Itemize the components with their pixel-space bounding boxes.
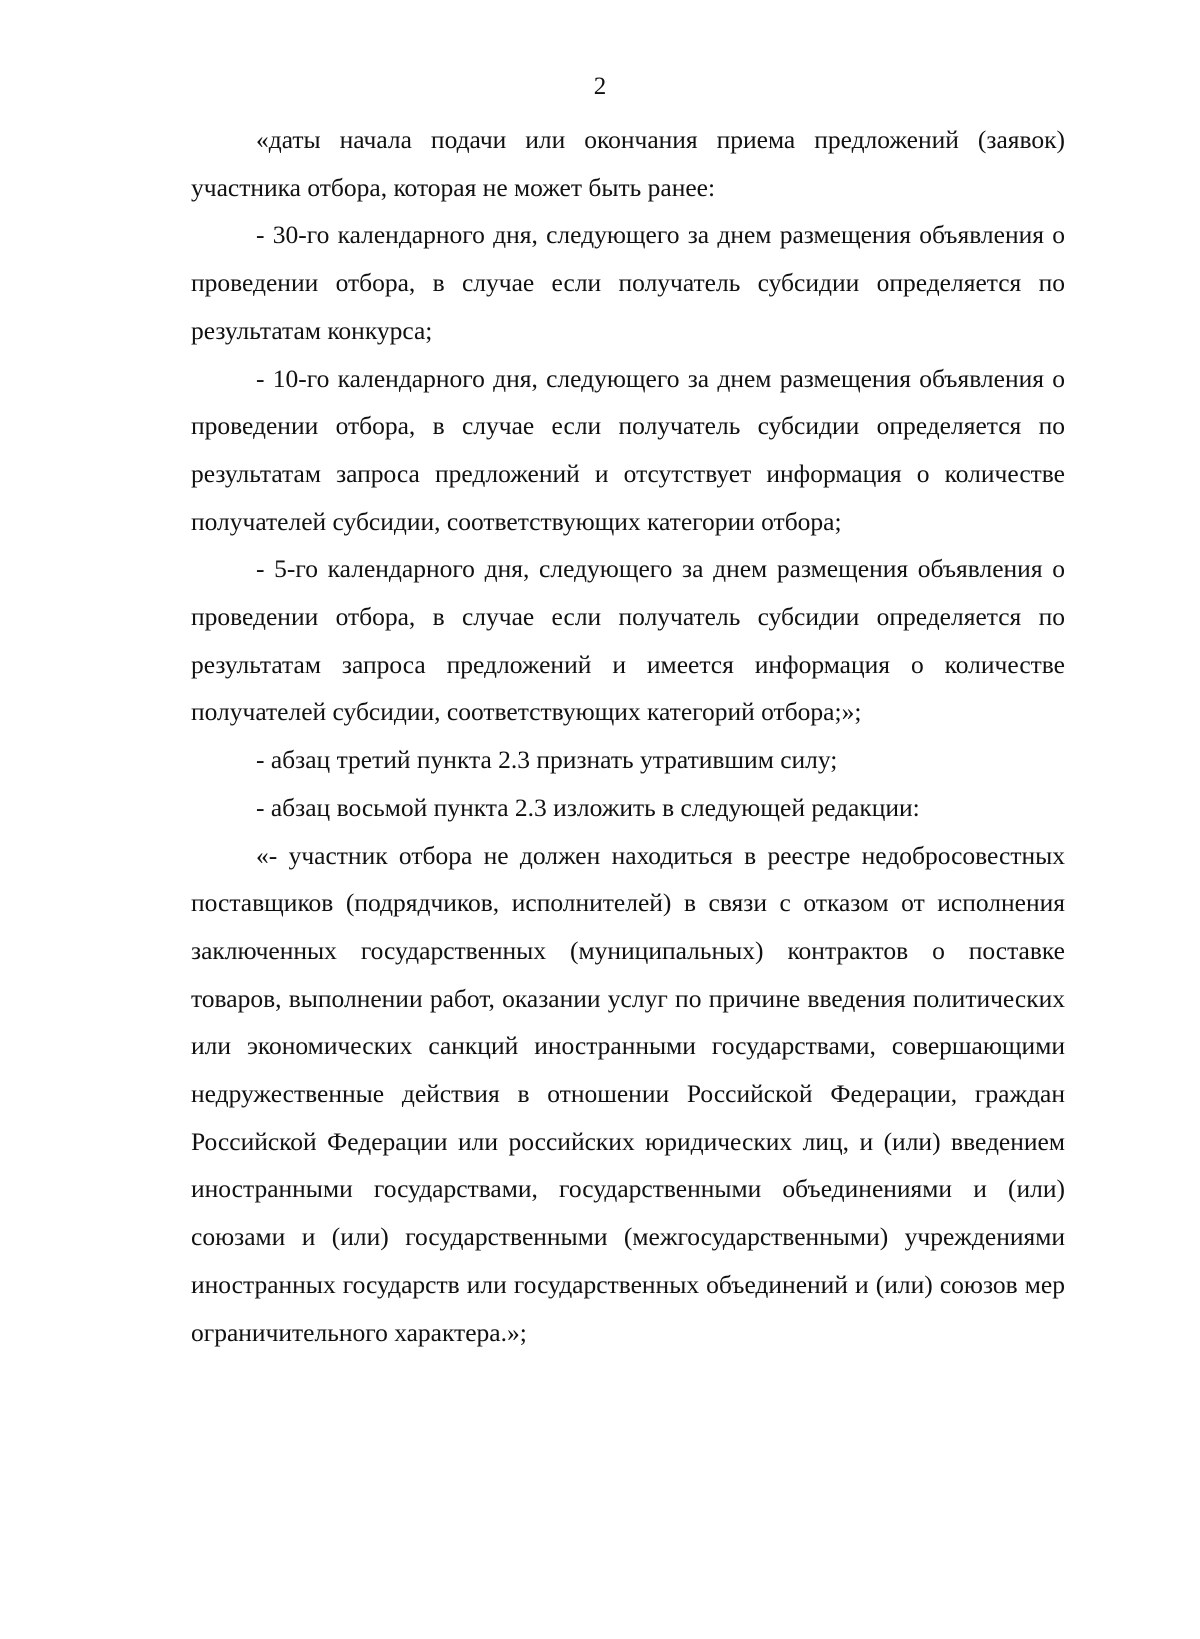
paragraph-sanctions-requirement: «- участник отбора не должен находиться в реестре недобросовестных поставщиков (подрядчиков, исполнителей) в связи с отказом от исполнения заключенных государственных (муниципальных) контрактов о поставке товаров, выполнении работ, оказании услуг по причине введения политических или экономических санкций иностранными государствами, совершающими недружественные действия в отношении Российской Федерации, граждан Российской Федерации или российских юридических лиц, и (или) введением иностранными государствами, государственными объединениями и (или) союзами и (или) государственными (межгосударственными) учреждениями иностранных государств или государственных объединений и (или) союзов мер ограничительного характера.»; [191, 840, 1065, 1347]
document-body [191, 116, 1065, 1356]
paragraph-clause-2-3-third: - абзац третий пункта 2.3 признать утратившим силу; [256, 745, 838, 775]
paragraph-dates-intro: «даты начала подачи или окончания приема предложений (заявок) участника отбора, которая не может быть ранее: [191, 125, 1065, 202]
page-number: 2 [593, 73, 607, 100]
paragraph-10-day: - 10-го календарного дня, следующего за днем размещения объявления о проведении отбора, в случае если получатель субсидии определяется по результатам запроса предложений и отсутствует информация о количестве получателей субсидии, соответствующих категории отбора; [191, 363, 1065, 536]
paragraph-clause-2-3-eighth: - абзац восьмой пункта 2.3 изложить в следующей редакции: [256, 792, 920, 822]
paragraph-30-day: - 30-го календарного дня, следующего за днем размещения объявления о проведении отбора, в случае если получатель субсидии определяется по результатам конкурса; [191, 220, 1065, 345]
paragraph-5-day: - 5-го календарного дня, следующего за днем размещения объявления о проведении отбора, в случае если получатель субсидии определяется по результатам запроса предложений и имеется информация о количестве получателей субсидии, соответствующих категорий отбора;»; [191, 554, 1065, 727]
